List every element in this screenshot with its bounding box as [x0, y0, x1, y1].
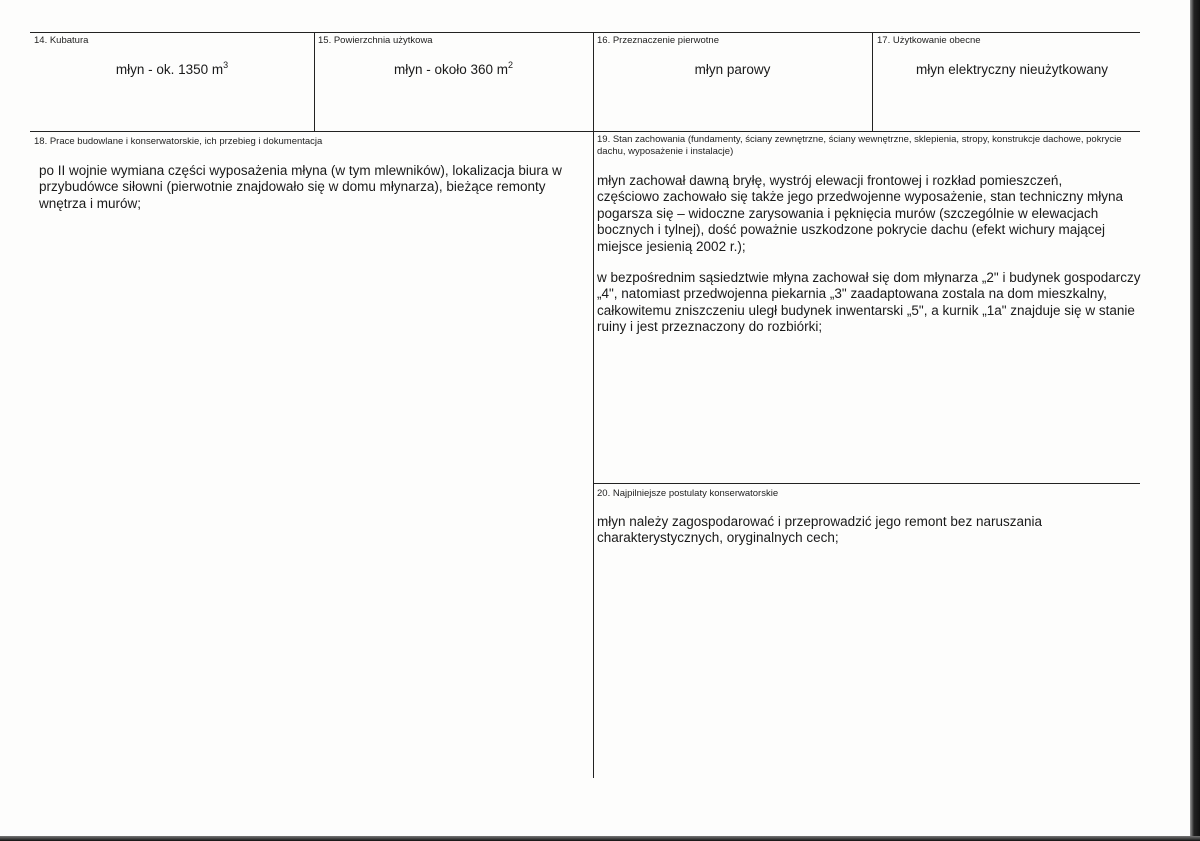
field-20-top-border — [594, 483, 1140, 484]
col-divider-3 — [872, 32, 873, 131]
field-19-text-1: młyn zachował dawną bryłę, wystrój elewacji frontowej i rozkład pomieszczeń, częściowo zachowało się także jego przedwojenne wyposażenie, stan techniczny młyna pogarsza się – widoczne zarysowania i pęknięcia murów (szczególnie w elewacjach bocznych i tylnej), dość poważnie uszkodzone pokrycie dachu (efekt wichury mającej miejsce jesienią 2002 r.); — [597, 173, 1124, 254]
field-19-label: 19. Stan zachowania (fundamenty, ściany zewnętrzne, ściany wewnętrzne, sklepienia, stropy, konstrukcje dachowe, pokrycie dachu, wyposażenie i instalacje) — [597, 134, 1122, 157]
scan-edge-bottom — [0, 836, 1200, 841]
field-20-text: młyn należy zagospodarować i przeprowadzić jego remont bez naruszania charakterystycznych, oryginalnych cech; — [597, 514, 1042, 546]
field-14-label: 14. Kubatura — [34, 35, 89, 46]
field-15-value-text: młyn - około 360 m — [393, 62, 509, 77]
field-14-unit-sup: 3 — [223, 60, 229, 70]
field-15-unit-sup: 2 — [508, 60, 514, 70]
field-15-label: 15. Powierzchnia użytkowa — [318, 35, 433, 46]
field-20-label: 20. Najpilniejsze postulaty konserwatorskie — [597, 488, 779, 499]
top-row-top-border — [30, 32, 1140, 33]
field-17-label: 17. Użytkowanie obecne — [877, 35, 981, 46]
field-16-label: 16. Przeznaczenie pierwotne — [597, 35, 719, 46]
field-18-text: po II wojnie wymiana części wyposażenia młyna (w tym mlewników), lokalizacja biura w przybudówce siłowni (pierwotnie znajdowało się w domu młynarza), bieżące remonty wnętrza i murów; — [39, 163, 562, 211]
top-row-bottom-border — [30, 131, 1140, 132]
col-divider-1 — [314, 32, 315, 131]
scan-edge-right — [1190, 0, 1200, 841]
field-16-value: młyn parowy — [694, 62, 771, 77]
field-17-value: młyn elektryczny nieużytkowany — [915, 62, 1109, 77]
field-19-text-2: w bezpośrednim sąsiedztwie młyna zachował się dom młynarza „2" i budynek gospodarczy „4", natomiast przedwojenna piekarnia „3" zaadaptowana zostala na dom mieszkalny, całkowitemu zniszczeniu uległ budynek inwentarski „5", a kurnik „1a" znajduje się w stanie ruiny i jest przeznaczony do rozbiórki; — [597, 270, 1141, 335]
field-18-label: 18. Prace budowlane i konserwatorskie, ich przebieg i dokumentacja — [34, 136, 323, 147]
field-14-value-text: młyn - ok. 1350 m — [115, 62, 224, 77]
col-divider-2 — [593, 32, 594, 778]
field-14-value — [30, 62, 314, 78]
field-15-value — [314, 62, 593, 78]
